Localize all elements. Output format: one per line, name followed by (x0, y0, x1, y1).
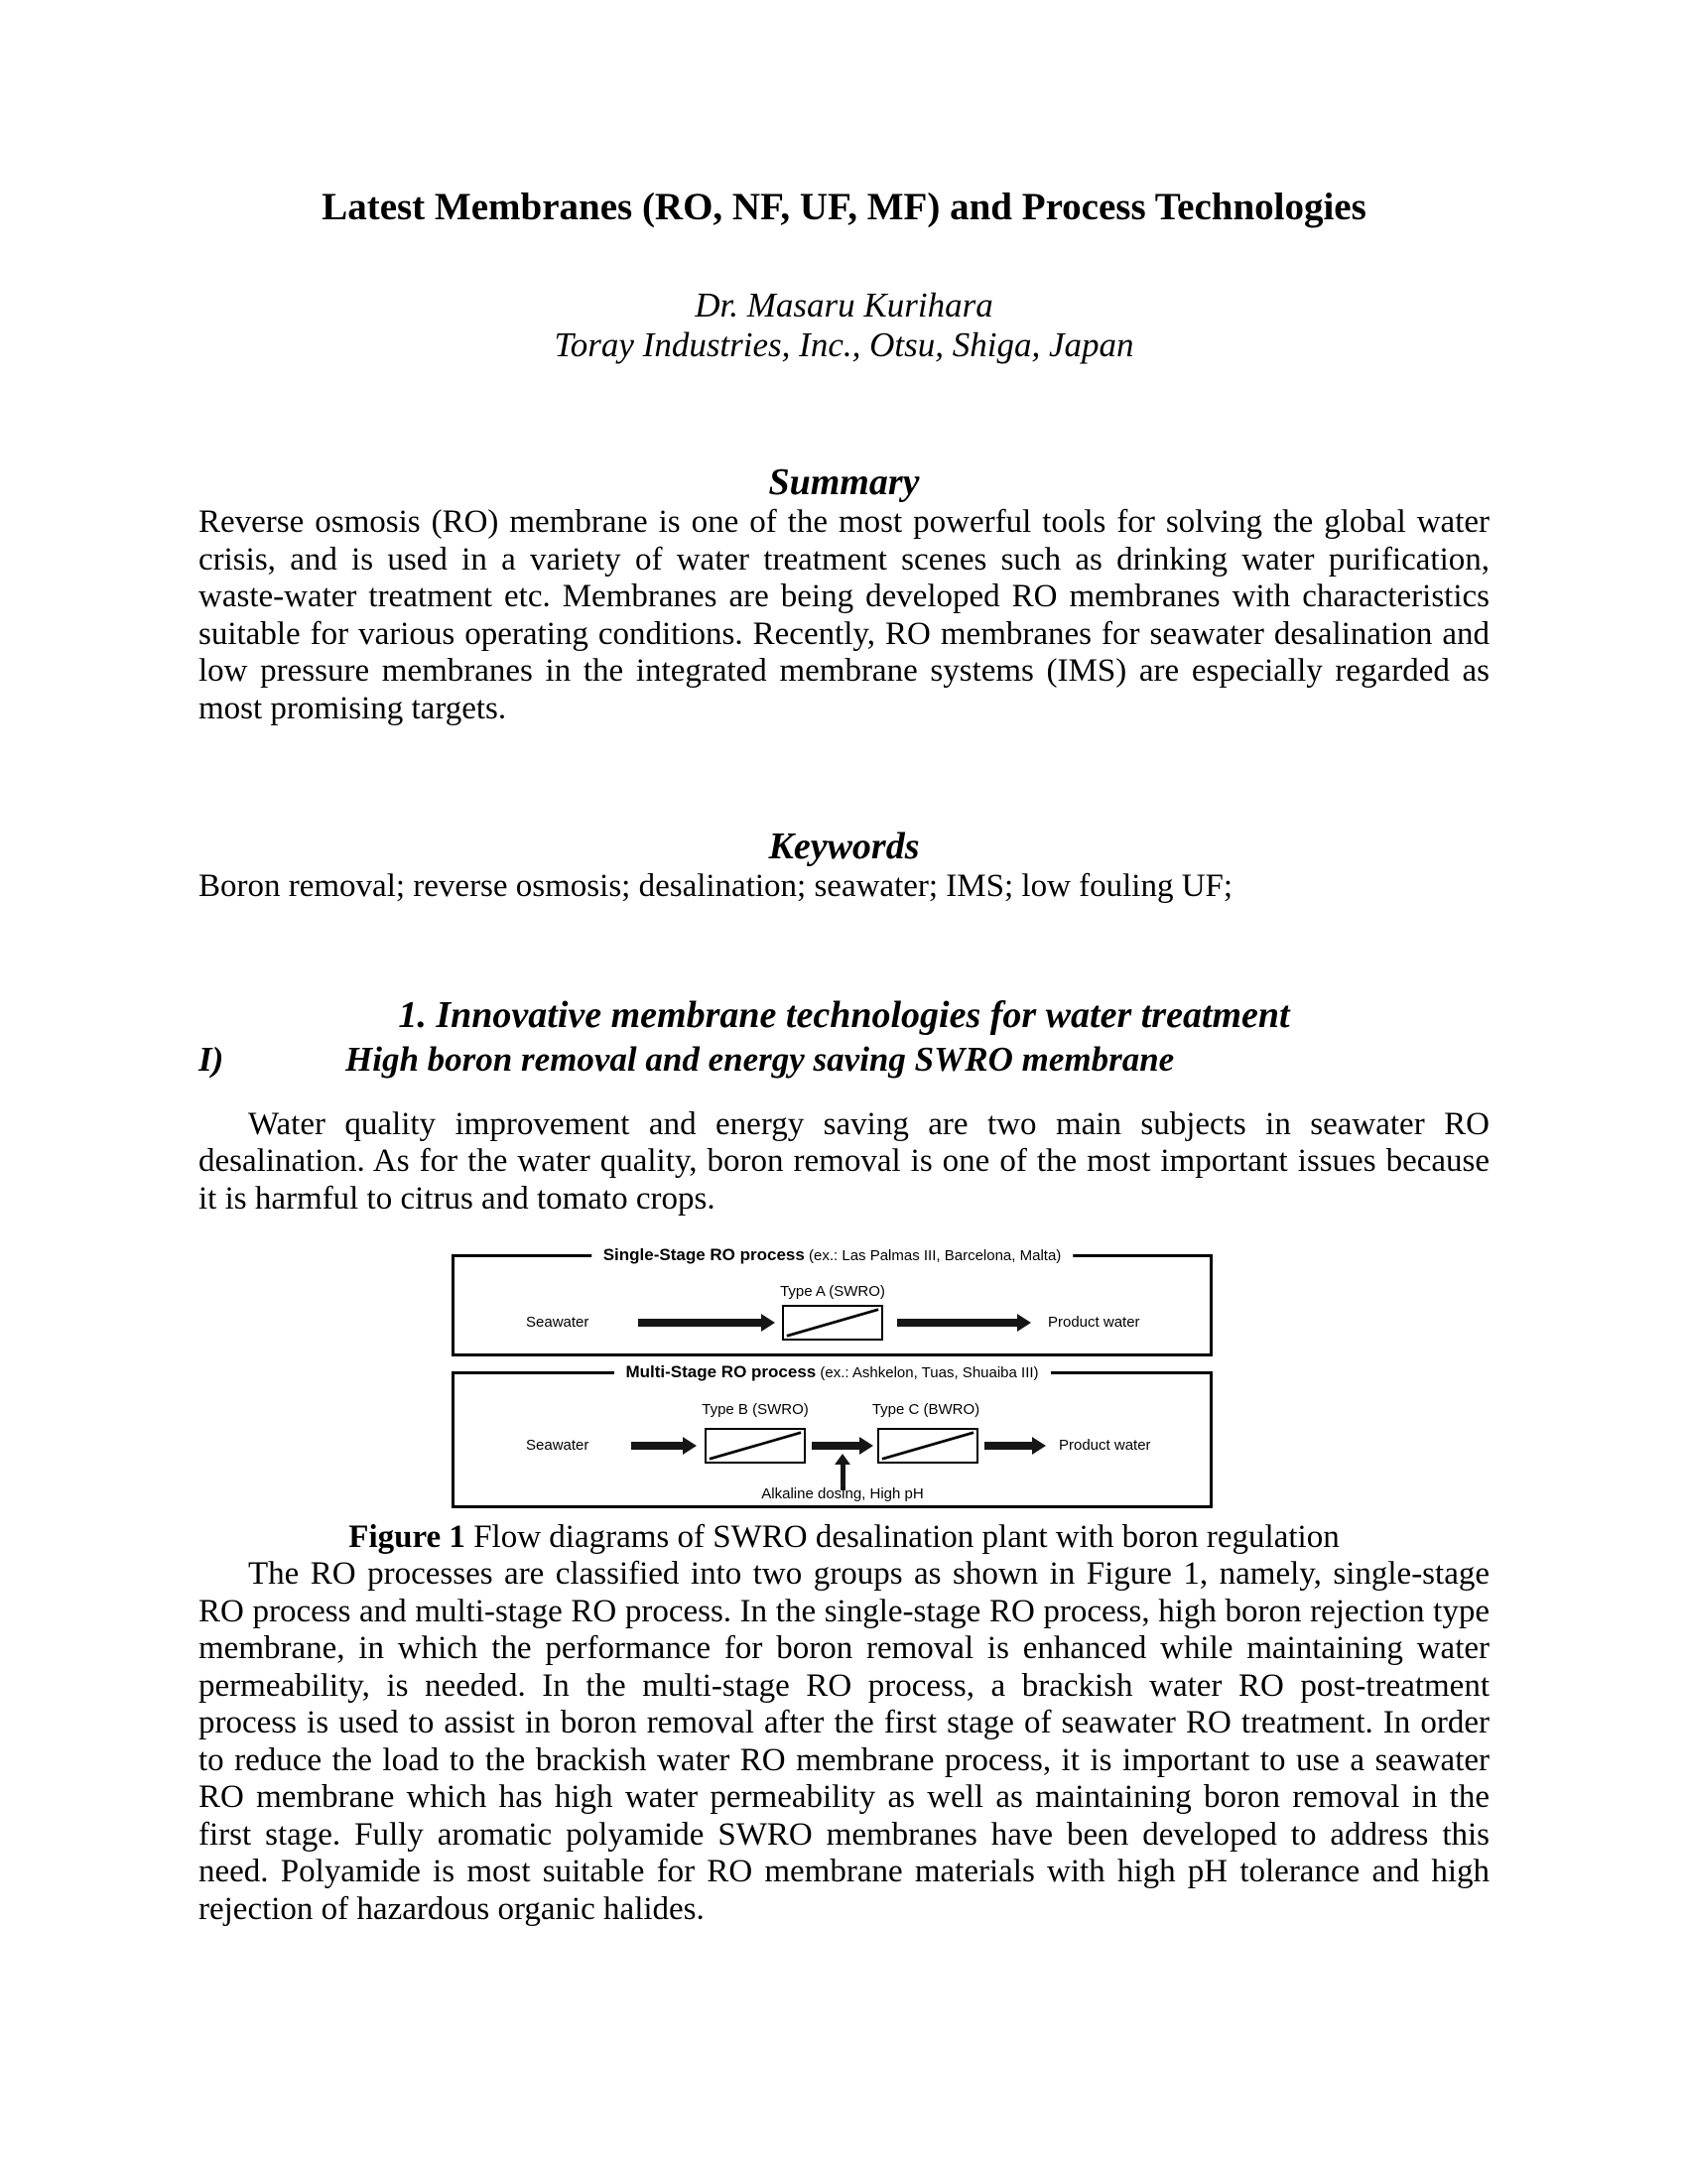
multi-stage-legend (613, 1362, 1050, 1383)
arrow-head (859, 1437, 873, 1455)
arrow-head (761, 1314, 775, 1332)
figure1-caption-label: Figure 1 (348, 1519, 465, 1555)
subsection-marker: I) (198, 1039, 224, 1079)
paragraph-water-quality: Water quality improvement and energy saving are two main subjects in seawater RO desalination. As for the water quality, boron removal is one of the most important issues because it is harmful to citrus and tomato crops. (198, 1105, 1490, 1217)
figure1-caption-text: Flow diagrams of SWRO desalination plant with boron regulation (464, 1519, 1340, 1555)
summary-heading: Summary (768, 461, 920, 503)
single-stage-box (452, 1245, 1213, 1356)
paragraph-ro-processes: The RO processes are classified into two groups as shown in Figure 1, namely, single-stage RO process and multi-stage RO process. In the single-stage RO process, high boron rejection type membrane, in which the performance for boron removal is enhanced while maintaining water permeability, is needed. In the multi-stage RO process, a brackish water RO post-treatment process is used to assist in boron removal after the first stage of seawater RO treatment. In order to reduce the load to the brackish water RO membrane process, it is important to use a seawater RO membrane which has high water permeability as well as maintaining boron removal in the first stage. Fully aromatic polyamide SWRO membranes have been developed to address this need. Polyamide is most suitable for RO membrane materials with high pH tolerance and high rejection of hazardous organic halides. (198, 1556, 1490, 1927)
keywords-list: Boron removal; reverse osmosis; desalination; seawater; IMS; low fouling UF; (198, 868, 1234, 904)
multi-stage-product-label: Product water (1059, 1437, 1151, 1454)
alkaline-dosing-label: Alkaline dosing, High pH (761, 1485, 924, 1502)
author-block (198, 286, 1490, 365)
flow-arrow-right-icon (631, 1437, 697, 1455)
author-name: Dr. Masaru Kurihara (695, 286, 993, 324)
arrow-head (1017, 1314, 1031, 1332)
membrane-diagonal-icon (707, 1430, 804, 1462)
single-stage-examples: (ex.: Las Palmas III, Barcelona, Malta) (804, 1247, 1062, 1264)
arrow-shaft (638, 1319, 763, 1327)
membrane-diagonal-icon (784, 1307, 881, 1339)
flow-arrow-right-icon (897, 1314, 1031, 1332)
arrow-head (835, 1454, 850, 1465)
arrow-shaft (812, 1442, 861, 1450)
arrow-shaft (897, 1319, 1019, 1327)
membrane-diagonal-icon (879, 1430, 976, 1462)
membrane-symbol-type-a (782, 1305, 883, 1341)
subsection-title: High boron removal and energy saving SWRO membrane (345, 1039, 1175, 1079)
page-content (198, 0, 1490, 1928)
multi-stage-seawater-label: Seawater (526, 1437, 589, 1454)
keywords-heading: Keywords (768, 826, 920, 867)
arrow-head (1032, 1437, 1046, 1455)
arrow-shaft (631, 1442, 685, 1450)
single-stage-legend (591, 1245, 1074, 1266)
single-stage-product-label: Product water (1048, 1314, 1140, 1331)
subsection-i (198, 1039, 1490, 1081)
single-stage-title: Single-Stage RO process (602, 1245, 805, 1264)
multi-stage-title: Multi-Stage RO process (625, 1362, 817, 1381)
membrane-symbol-type-b (705, 1428, 806, 1464)
section1-heading: 1. Innovative membrane technologies for water treatment (398, 993, 1290, 1036)
multi-stage-box (452, 1362, 1213, 1508)
flow-arrow-right-icon (812, 1437, 873, 1455)
arrow-shaft (984, 1442, 1034, 1450)
arrow-head (683, 1437, 697, 1455)
author-affiliation: Toray Industries, Inc., Otsu, Shiga, Japan (554, 325, 1134, 364)
figure1-caption (198, 1518, 1490, 1556)
type-c-label: Type C (BWRO) (871, 1401, 980, 1418)
multi-stage-examples: (ex.: Ashkelon, Tuas, Shuaiba III) (816, 1364, 1039, 1381)
type-a-label: Type A (SWRO) (780, 1283, 885, 1300)
flow-arrow-right-icon (984, 1437, 1046, 1455)
summary-paragraph: Reverse osmosis (RO) membrane is one of the most powerful tools for solving the global water crisis, and is used in a variety of water treatment scenes such as drinking water purification, waste-water treatment etc. Membranes are being developed RO membranes with characteristics suitable for various operating conditions. Recently, RO membranes for seawater desalination and low pressure membranes in the integrated membrane systems (IMS) are especially regarded as most promising targets. (198, 504, 1490, 726)
paper-title: Latest Membranes (RO, NF, UF, MF) and Process Technologies (322, 186, 1366, 228)
membrane-symbol-type-c (877, 1428, 978, 1464)
flow-arrow-right-icon (638, 1314, 775, 1332)
single-stage-seawater-label: Seawater (526, 1314, 589, 1331)
figure1-diagram (452, 1245, 1213, 1508)
type-b-label: Type B (SWRO) (702, 1401, 809, 1418)
